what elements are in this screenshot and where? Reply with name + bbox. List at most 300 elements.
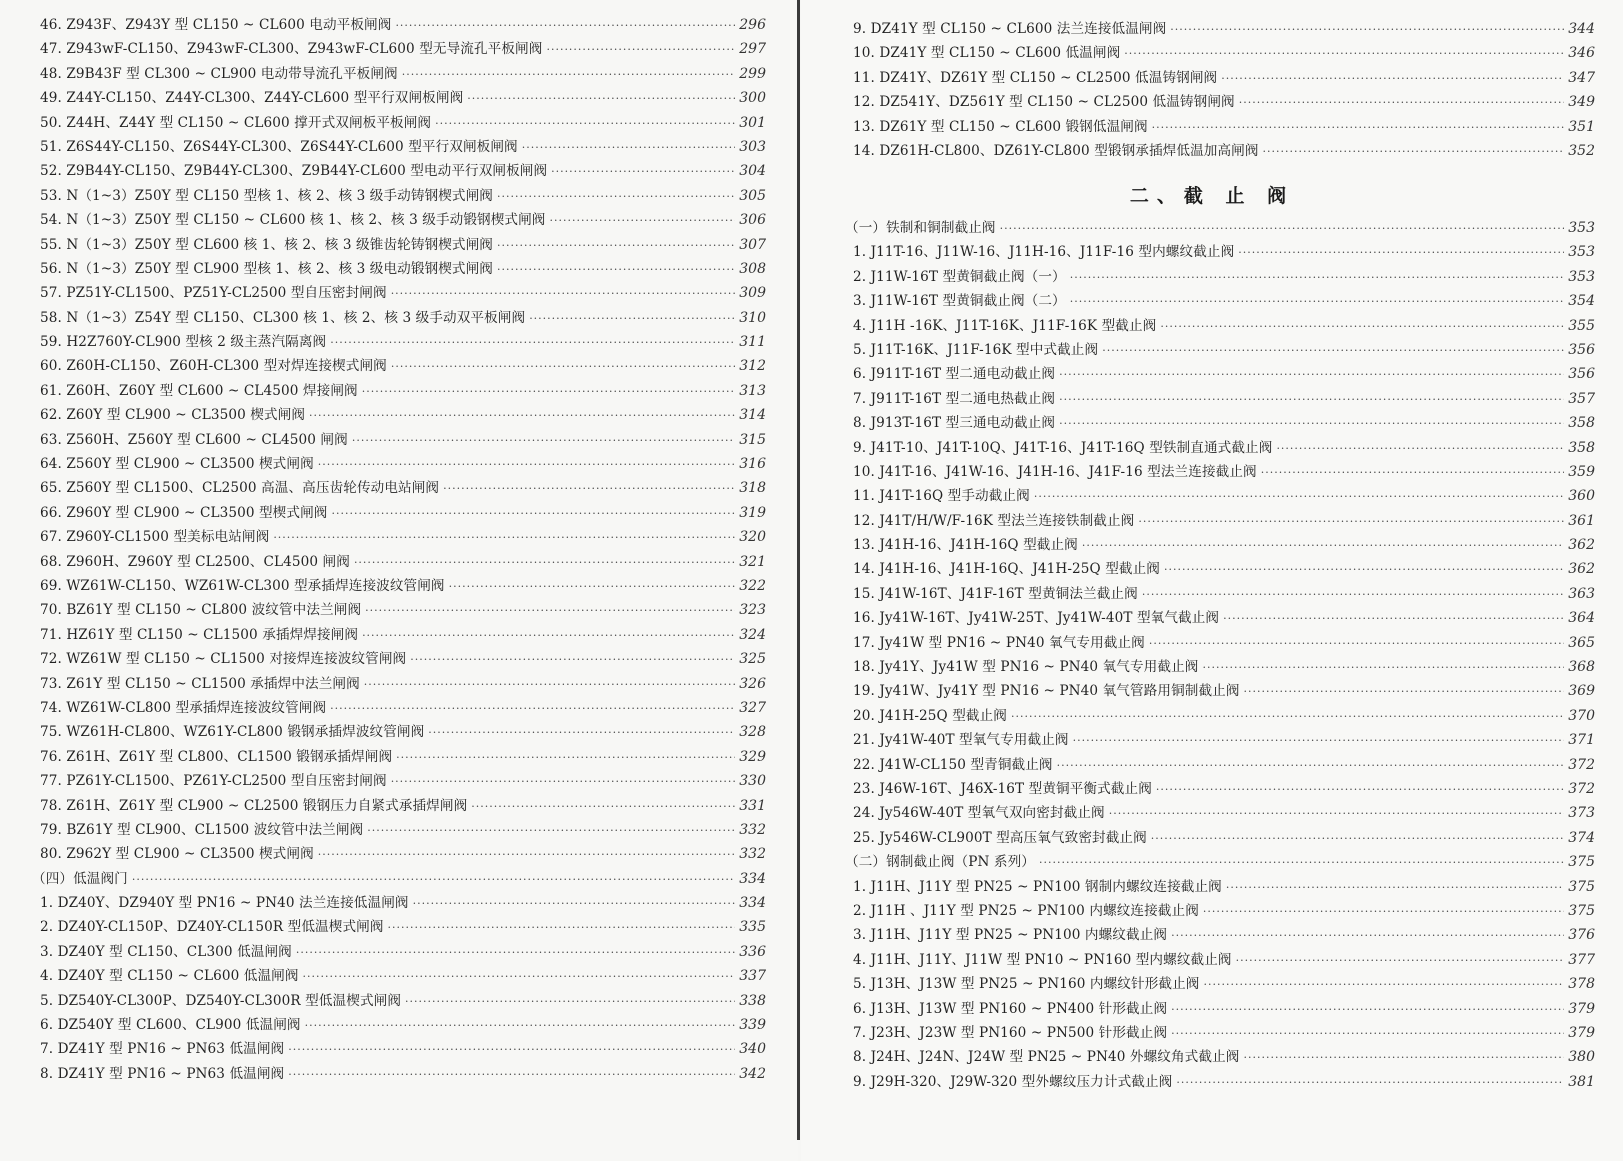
toc-entry-title: 8. J913T-16T 型三通电动截止阀 xyxy=(853,415,1056,432)
dot-leader xyxy=(1170,18,1564,42)
toc-entry[interactable] xyxy=(853,509,1595,533)
toc-entry-title: 47. Z943wF-CL150、Z943wF-CL300、Z943wF-CL600 型无导流孔平板闸阀 xyxy=(40,41,543,58)
toc-entry[interactable] xyxy=(853,1045,1595,1069)
toc-entry[interactable] xyxy=(40,794,766,818)
toc-entry[interactable] xyxy=(853,387,1595,411)
toc-entry-page-number: 373 xyxy=(1568,805,1595,822)
toc-entry[interactable] xyxy=(40,13,766,37)
toc-entry-page-number: 380 xyxy=(1568,1049,1595,1066)
toc-entry-title: 57. PZ51Y-CL1500、PZ51Y-CL2500 型自压密封闸阀 xyxy=(40,285,387,302)
toc-entry-title: 9. J29H-320、J29W-320 型外螺纹压力计式截止阀 xyxy=(853,1073,1173,1090)
toc-entry-page-number: 325 xyxy=(739,651,766,668)
toc-entry[interactable] xyxy=(853,923,1595,947)
toc-entry-title: 66. Z960Y 型 CL900 ~ CL3500 型楔式闸阀 xyxy=(40,504,328,521)
toc-entry-title: 51. Z6S44Y-CL150、Z6S44Y-CL300、Z6S44Y-CL600 型平行双闸板闸阀 xyxy=(40,138,518,155)
toc-entry-title: 8. DZ41Y 型 PN16 ~ PN63 低温闸阀 xyxy=(40,1065,285,1082)
toc-entry-title: 14. DZ61H-CL800、DZ61Y-CL800 型锻钢承插焊低温加高闸阀 xyxy=(853,142,1259,159)
dot-leader xyxy=(1239,91,1564,115)
toc-entry-page-number: 303 xyxy=(739,138,766,155)
dot-leader xyxy=(1000,217,1564,241)
toc-entry[interactable] xyxy=(853,139,1595,163)
toc-entry[interactable] xyxy=(40,964,766,988)
dot-leader xyxy=(1102,339,1564,363)
toc-entry[interactable] xyxy=(853,777,1595,801)
toc-entry-page-number: 300 xyxy=(739,90,766,107)
toc-entry-title: 72. WZ61W 型 CL150 ~ CL1500 对接焊连接波纹管闸阀 xyxy=(40,651,407,668)
toc-entry-page-number: 346 xyxy=(1568,45,1595,62)
toc-entry-title: 3. DZ40Y 型 CL150、CL300 低温闸阀 xyxy=(40,943,292,960)
dot-leader xyxy=(395,14,735,38)
toc-entry-title: 50. Z44H、Z44Y 型 CL150 ~ CL600 撑开式双闸板平板闸阀 xyxy=(40,114,432,131)
toc-entry[interactable] xyxy=(853,728,1595,752)
toc-entry[interactable] xyxy=(853,997,1595,1021)
toc-entry-page-number: 356 xyxy=(1568,366,1595,383)
toc-entry-title: 22. J41W-CL150 型青铜截止阀 xyxy=(853,756,1053,773)
toc-entry-page-number: 375 xyxy=(1568,902,1595,919)
dot-leader xyxy=(443,477,735,501)
dot-leader xyxy=(364,673,735,697)
toc-entry[interactable] xyxy=(40,111,766,135)
toc-entry[interactable] xyxy=(40,135,766,159)
toc-entry-page-number: 305 xyxy=(739,187,766,204)
dot-leader xyxy=(1070,266,1564,290)
dot-leader xyxy=(471,795,735,819)
dot-leader xyxy=(1057,754,1564,778)
dot-leader xyxy=(405,990,735,1014)
toc-entry-page-number: 299 xyxy=(739,65,766,82)
toc-entry-page-number: 358 xyxy=(1568,439,1595,456)
toc-entry-page-number: 310 xyxy=(739,309,766,326)
toc-entry[interactable] xyxy=(853,533,1595,557)
toc-entry-page-number: 358 xyxy=(1568,415,1595,432)
toc-entry-page-number: 372 xyxy=(1568,780,1595,797)
toc-entry-page-number: 315 xyxy=(739,431,766,448)
toc-entry-page-number: 313 xyxy=(739,382,766,399)
toc-entry-page-number: 357 xyxy=(1568,390,1595,407)
toc-entry-page-number: 332 xyxy=(739,846,766,863)
dot-leader xyxy=(330,331,735,355)
toc-entry-page-number: 356 xyxy=(1568,341,1595,358)
toc-list-left xyxy=(32,13,766,1086)
toc-entry-page-number: 337 xyxy=(739,968,766,985)
toc-entry[interactable] xyxy=(853,826,1595,850)
toc-list-right-top xyxy=(853,17,1595,163)
dot-leader xyxy=(1202,656,1564,680)
toc-entry[interactable] xyxy=(40,403,766,427)
toc-entry-title: 58. N（1~3）Z54Y 型 CL150、CL300 核 1、核 2、核 3 级手动双平板闸阀 xyxy=(40,309,526,326)
dot-leader xyxy=(309,404,735,428)
toc-entry-title: 75. WZ61H-CL800、WZ61Y-CL800 锻钢承插焊波纹管闸阀 xyxy=(40,724,425,741)
dot-leader xyxy=(1073,729,1564,753)
toc-entry-page-number: 332 xyxy=(739,821,766,838)
toc-entry-title: 4. DZ40Y 型 CL150 ~ CL600 低温闸阀 xyxy=(40,968,299,985)
toc-entry[interactable] xyxy=(40,842,766,866)
toc-list-right-bottom xyxy=(845,216,1595,1094)
dot-leader xyxy=(362,380,735,404)
toc-entry[interactable] xyxy=(853,17,1595,41)
dot-leader xyxy=(388,916,735,940)
dot-leader xyxy=(1034,485,1564,509)
toc-section-heading[interactable] xyxy=(845,216,1595,240)
toc-entry[interactable] xyxy=(853,801,1595,825)
toc-entry-title: 62. Z60Y 型 CL900 ~ CL3500 楔式闸阀 xyxy=(40,407,306,424)
toc-entry-title: 16. Jy41W-16T、Jy41W-25T、Jy41W-40T 型氧气截止阀 xyxy=(853,610,1220,627)
dot-leader xyxy=(1203,973,1564,997)
toc-entry-page-number: 326 xyxy=(739,675,766,692)
dot-leader xyxy=(413,892,735,916)
dot-leader xyxy=(1142,583,1564,607)
toc-entry[interactable] xyxy=(40,574,766,598)
toc-entry[interactable] xyxy=(40,550,766,574)
toc-entry-page-number: 331 xyxy=(739,797,766,814)
toc-entry-title: 3. J11W-16T 型黄铜截止阀（二） xyxy=(853,293,1066,310)
toc-entry-page-number: 368 xyxy=(1568,659,1595,676)
toc-entry-title: 25. Jy546W-CL900T 型高压氧气致密封截止阀 xyxy=(853,829,1147,846)
toc-entry[interactable] xyxy=(40,525,766,549)
toc-entry[interactable] xyxy=(40,330,766,354)
toc-entry[interactable] xyxy=(40,818,766,842)
toc-entry-title: 2. J11H 、J11Y 型 PN25 ~ PN100 内螺纹连接截止阀 xyxy=(853,902,1199,919)
dot-leader xyxy=(1070,290,1564,314)
toc-entry-page-number: 353 xyxy=(1568,268,1595,285)
toc-entry-title: 4. J11H、J11Y、J11W 型 PN10 ~ PN160 型内螺纹截止阀 xyxy=(853,951,1232,968)
toc-entry[interactable] xyxy=(40,598,766,622)
dot-leader xyxy=(550,209,735,233)
toc-entry-page-number: 309 xyxy=(739,285,766,302)
toc-entry-title: 14. J41H-16、J41H-16Q、J41H-25Q 型截止阀 xyxy=(853,561,1160,578)
toc-entry[interactable] xyxy=(40,647,766,671)
toc-entry-page-number: 321 xyxy=(739,553,766,570)
toc-entry[interactable] xyxy=(40,379,766,403)
toc-entry[interactable] xyxy=(853,115,1595,139)
toc-entry-title: 18. Jy41Y、Jy41W 型 PN16 ~ PN40 氧气专用截止阀 xyxy=(853,659,1199,676)
toc-entry-title: 19. Jy41W、Jy41Y 型 PN16 ~ PN40 氧气管路用铜制截止阀 xyxy=(853,683,1240,700)
dot-leader xyxy=(1011,705,1564,729)
toc-entry[interactable] xyxy=(40,989,766,1013)
toc-entry[interactable] xyxy=(853,289,1595,313)
toc-entry[interactable] xyxy=(853,338,1595,362)
toc-entry[interactable] xyxy=(40,672,766,696)
toc-entry-title: 12. DZ541Y、DZ561Y 型 CL150 ~ CL2500 低温铸钢闸阀 xyxy=(853,94,1235,111)
toc-entry-page-number: 370 xyxy=(1568,707,1595,724)
toc-entry-title: 70. BZ61Y 型 CL150 ~ CL800 波纹管中法兰闸阀 xyxy=(40,602,362,619)
toc-entry-page-number: 334 xyxy=(739,895,766,912)
toc-entry-title: 6. J911T-16T 型二通电动截止阀 xyxy=(853,366,1056,383)
toc-entry-page-number: 369 xyxy=(1568,683,1595,700)
toc-entry-page-number: 335 xyxy=(739,919,766,936)
toc-entry[interactable] xyxy=(40,452,766,476)
toc-entry[interactable] xyxy=(853,240,1595,264)
dot-leader xyxy=(1244,680,1564,704)
dot-leader xyxy=(435,112,735,136)
toc-entry[interactable] xyxy=(40,940,766,964)
toc-entry[interactable] xyxy=(853,265,1595,289)
dot-leader xyxy=(1082,534,1564,558)
toc-entry[interactable] xyxy=(40,233,766,257)
dot-leader xyxy=(1149,632,1564,656)
toc-entry-title: 6. J13H、J13W 型 PN160 ~ PN400 针形截止阀 xyxy=(853,1000,1168,1017)
toc-entry[interactable] xyxy=(40,257,766,281)
toc-entry-title: 48. Z9B43F 型 CL300 ~ CL900 电动带导流孔平板闸阀 xyxy=(40,65,398,82)
toc-entry[interactable] xyxy=(853,704,1595,728)
toc-entry-page-number: 355 xyxy=(1568,317,1595,334)
dot-leader xyxy=(1164,558,1564,582)
toc-entry[interactable] xyxy=(853,66,1595,90)
toc-entry-page-number: 365 xyxy=(1568,634,1595,651)
left-page xyxy=(0,0,798,1161)
dot-leader xyxy=(305,1014,735,1038)
dot-leader xyxy=(428,721,735,745)
toc-entry-page-number: 328 xyxy=(739,724,766,741)
toc-entry[interactable] xyxy=(40,1062,766,1086)
dot-leader xyxy=(1059,412,1564,436)
toc-entry[interactable] xyxy=(40,623,766,647)
dot-leader xyxy=(1226,876,1564,900)
toc-entry[interactable] xyxy=(40,769,766,793)
toc-entry[interactable] xyxy=(853,582,1595,606)
toc-entry[interactable] xyxy=(853,655,1595,679)
toc-entry[interactable] xyxy=(853,1021,1595,1045)
toc-entry-page-number: 316 xyxy=(739,456,766,473)
toc-entry-title: 20. J41H-25Q 型截止阀 xyxy=(853,707,1007,724)
toc-entry-page-number: 347 xyxy=(1568,69,1595,86)
toc-entry-title: 52. Z9B44Y-CL150、Z9B44Y-CL300、Z9B44Y-CL600 型电动平行双闸板闸阀 xyxy=(40,163,548,180)
toc-entry-title: 10. DZ41Y 型 CL150 ~ CL600 低温闸阀 xyxy=(853,45,1121,62)
dot-leader xyxy=(352,429,735,453)
toc-entry-title: 76. Z61H、Z61Y 型 CL800、CL1500 锻钢承插焊闸阀 xyxy=(40,748,393,765)
toc-entry[interactable] xyxy=(853,90,1595,114)
dot-leader xyxy=(551,160,735,184)
dot-leader xyxy=(467,87,735,111)
toc-entry[interactable] xyxy=(853,679,1595,703)
toc-entry[interactable] xyxy=(853,557,1595,581)
toc-entry-page-number: 319 xyxy=(739,504,766,521)
toc-entry-page-number: 311 xyxy=(739,334,766,351)
toc-entry-page-number: 371 xyxy=(1568,732,1595,749)
toc-entry-page-number: 349 xyxy=(1568,94,1595,111)
toc-entry-page-number: 377 xyxy=(1568,951,1595,968)
dot-leader xyxy=(1203,900,1564,924)
toc-entry-title: 13. DZ61Y 型 CL150 ~ CL600 锻钢低温闸阀 xyxy=(853,118,1148,135)
toc-entry-page-number: 324 xyxy=(739,626,766,643)
toc-entry-page-number: 381 xyxy=(1568,1073,1595,1090)
chapter-title: 二、截 止 阀 xyxy=(1129,185,1295,207)
dot-leader xyxy=(354,551,735,575)
toc-entry-page-number: 320 xyxy=(739,529,766,546)
toc-entry-page-number: 353 xyxy=(1568,220,1595,236)
toc-entry[interactable] xyxy=(853,631,1595,655)
dot-leader xyxy=(296,941,735,965)
toc-entry[interactable] xyxy=(40,354,766,378)
toc-entry[interactable] xyxy=(40,745,766,769)
toc-entry[interactable] xyxy=(40,915,766,939)
toc-entry-title: 64. Z560Y 型 CL900 ~ CL3500 楔式闸阀 xyxy=(40,456,314,473)
dot-leader xyxy=(391,770,735,794)
toc-entry[interactable] xyxy=(40,208,766,232)
toc-entry-title: 77. PZ61Y-CL1500、PZ61Y-CL2500 型自压密封闸阀 xyxy=(40,773,387,790)
toc-entry-title: 73. Z61Y 型 CL150 ~ CL1500 承插焊中法兰闸阀 xyxy=(40,675,360,692)
toc-entry-title: 2. J11W-16T 型黄铜截止阀（一） xyxy=(853,268,1066,285)
dot-leader xyxy=(288,1038,735,1062)
toc-entry[interactable] xyxy=(40,720,766,744)
toc-entry-title: 9. J41T-10、J41T-10Q、J41T-16、J41T-16Q 型铁制直通式截止阀 xyxy=(853,439,1273,456)
dot-leader xyxy=(497,185,735,209)
toc-entry-page-number: 379 xyxy=(1568,1024,1595,1041)
dot-leader xyxy=(1263,140,1564,164)
toc-entry[interactable] xyxy=(40,281,766,305)
dot-leader xyxy=(1176,1071,1564,1095)
toc-section-heading[interactable] xyxy=(32,867,766,891)
dot-leader xyxy=(331,502,735,526)
dot-leader xyxy=(1138,510,1564,534)
toc-entry[interactable] xyxy=(853,1070,1595,1094)
toc-entry-title: 6. DZ540Y 型 CL600、CL900 低温闸阀 xyxy=(40,1017,301,1034)
dot-leader xyxy=(1160,315,1564,339)
toc-entry-title: 78. Z61H、Z61Y 型 CL900 ~ CL2500 锻钢压力自紧式承插焊闸阀 xyxy=(40,797,468,814)
dot-leader xyxy=(1171,998,1564,1022)
toc-entry-title: 11. DZ41Y、DZ61Y 型 CL150 ~ CL2500 低温铸钢闸阀 xyxy=(853,69,1218,86)
toc-entry-title: 56. N（1~3）Z50Y 型 CL900 型核 1、核 2、核 3 级电动锻钢楔式闸阀 xyxy=(40,260,493,277)
page-gutter-divider xyxy=(797,0,800,1140)
toc-entry-page-number: 336 xyxy=(739,943,766,960)
toc-entry-title: 71. HZ61Y 型 CL150 ~ CL1500 承插焊焊接闸阀 xyxy=(40,626,359,643)
dot-leader xyxy=(1039,851,1564,875)
toc-entry[interactable] xyxy=(40,1013,766,1037)
toc-entry-title: 1. J11H、J11Y 型 PN25 ~ PN100 钢制内螺纹连接截止阀 xyxy=(853,878,1222,895)
dot-leader xyxy=(318,843,735,867)
toc-entry[interactable] xyxy=(853,753,1595,777)
toc-entry[interactable] xyxy=(40,184,766,208)
toc-entry-title: 1. J11T-16、J11W-16、J11H-16、J11F-16 型内螺纹截止阀 xyxy=(853,244,1235,261)
dot-leader xyxy=(132,868,735,892)
toc-entry-title: 3. J11H、J11Y 型 PN25 ~ PN100 内螺纹截止阀 xyxy=(853,927,1168,944)
dot-leader xyxy=(529,307,735,331)
dot-leader xyxy=(1152,116,1564,140)
toc-entry-title: 12. J41T/H/W/F-16K 型法兰连接铁制截止阀 xyxy=(853,512,1135,529)
toc-section-heading[interactable] xyxy=(845,850,1595,874)
toc-entry-page-number: 329 xyxy=(739,748,766,765)
toc-entry-page-number: 379 xyxy=(1568,1000,1595,1017)
toc-entry-page-number: 338 xyxy=(739,992,766,1009)
toc-entry-page-number: 306 xyxy=(739,212,766,229)
toc-entry[interactable] xyxy=(853,948,1595,972)
toc-entry[interactable] xyxy=(853,875,1595,899)
toc-entry-title: 4. J11H -16K、J11T-16K、J11F-16K 型截止阀 xyxy=(853,317,1157,334)
dot-leader xyxy=(1261,461,1564,485)
toc-entry-page-number: 327 xyxy=(739,699,766,716)
toc-entry-page-number: 334 xyxy=(739,870,766,887)
toc-entry-page-number: 375 xyxy=(1568,878,1595,895)
toc-entry-page-number: 376 xyxy=(1568,927,1595,944)
toc-entry-page-number: 360 xyxy=(1568,488,1595,505)
toc-entry-page-number: 359 xyxy=(1568,463,1595,480)
dot-leader xyxy=(1238,241,1564,265)
toc-entry-title: 67. Z960Y-CL1500 型美标电站闸阀 xyxy=(40,529,270,546)
dot-leader xyxy=(1156,778,1564,802)
dot-leader xyxy=(1109,802,1564,826)
toc-entry-title: 8. J24H、J24N、J24W 型 PN25 ~ PN40 外螺纹角式截止阀 xyxy=(853,1049,1240,1066)
toc-entry[interactable] xyxy=(853,899,1595,923)
dot-leader xyxy=(303,965,735,989)
toc-entry[interactable] xyxy=(40,306,766,330)
toc-entry-title: 55. N（1~3）Z50Y 型 CL600 核 1、核 2、核 3 级锥齿轮铸钢楔式闸阀 xyxy=(40,236,493,253)
dot-leader xyxy=(449,575,735,599)
toc-entry[interactable] xyxy=(853,460,1595,484)
toc-entry-page-number: 374 xyxy=(1568,829,1595,846)
dot-leader xyxy=(1059,363,1564,387)
toc-entry-title: 13. J41H-16、J41H-16Q 型截止阀 xyxy=(853,537,1078,554)
toc-entry-title: 1. DZ40Y、DZ940Y 型 PN16 ~ PN40 法兰连接低温闸阀 xyxy=(40,895,409,912)
dot-leader xyxy=(1223,607,1564,631)
toc-entry-page-number: 363 xyxy=(1568,585,1595,602)
dot-leader xyxy=(396,746,735,770)
dot-leader xyxy=(1171,1022,1564,1046)
dot-leader xyxy=(273,526,735,550)
toc-entry[interactable] xyxy=(853,436,1595,460)
toc-entry[interactable] xyxy=(40,86,766,110)
dot-leader xyxy=(365,599,735,623)
toc-entry-page-number: 361 xyxy=(1568,512,1595,529)
dot-leader xyxy=(1236,949,1564,973)
toc-entry[interactable] xyxy=(40,476,766,500)
toc-entry-title: 15. J41W-16T、J41F-16T 型黄铜法兰截止阀 xyxy=(853,585,1138,602)
right-page xyxy=(801,0,1623,1161)
toc-entry-page-number: 322 xyxy=(739,577,766,594)
toc-entry-page-number: 312 xyxy=(739,358,766,375)
toc-entry-page-number: 339 xyxy=(739,1017,766,1034)
toc-entry-title: 17. Jy41W 型 PN16 ~ PN40 氧气专用截止阀 xyxy=(853,634,1145,651)
toc-entry-title: 23. J46W-16T、J46X-16T 型黄铜平衡式截止阀 xyxy=(853,780,1152,797)
toc-entry[interactable] xyxy=(853,484,1595,508)
dot-leader xyxy=(391,282,735,306)
toc-entry[interactable] xyxy=(853,314,1595,338)
toc-entry[interactable] xyxy=(40,159,766,183)
toc-entry[interactable] xyxy=(853,41,1595,65)
toc-entry-title: 63. Z560H、Z560Y 型 CL600 ~ CL4500 闸阀 xyxy=(40,431,348,448)
toc-entry[interactable] xyxy=(40,696,766,720)
toc-entry-page-number: 318 xyxy=(739,480,766,497)
toc-entry[interactable] xyxy=(853,411,1595,435)
toc-entry[interactable] xyxy=(853,972,1595,996)
toc-entry[interactable] xyxy=(40,501,766,525)
toc-entry-page-number: 304 xyxy=(739,163,766,180)
toc-entry-title: 10. J41T-16、J41W-16、J41H-16、J41F-16 型法兰连接截止阀 xyxy=(853,463,1257,480)
toc-entry-page-number: 342 xyxy=(739,1065,766,1082)
toc-entry-title: 69. WZ61W-CL150、WZ61W-CL300 型承插焊连接波纹管闸阀 xyxy=(40,577,445,594)
toc-entry-title: （一）铁制和铜制截止阀 xyxy=(845,220,996,236)
toc-entry[interactable] xyxy=(40,891,766,915)
toc-entry-title: 79. BZ61Y 型 CL900、CL1500 波纹管中法兰闸阀 xyxy=(40,821,364,838)
toc-entry-title: 59. H2Z760Y-CL900 型核 2 级主蒸汽隔离阀 xyxy=(40,334,327,351)
toc-entry-title: 21. Jy41W-40T 型氧气专用截止阀 xyxy=(853,732,1069,749)
dot-leader xyxy=(288,1063,735,1087)
toc-entry[interactable] xyxy=(40,37,766,61)
toc-entry-title: 68. Z960H、Z960Y 型 CL2500、CL4500 闸阀 xyxy=(40,553,350,570)
dot-leader xyxy=(362,624,735,648)
toc-entry-page-number: 378 xyxy=(1568,976,1595,993)
toc-entry-page-number: 314 xyxy=(739,407,766,424)
toc-entry-title: 9. DZ41Y 型 CL150 ~ CL600 法兰连接低温闸阀 xyxy=(853,21,1167,37)
toc-entry-page-number: 353 xyxy=(1568,244,1595,261)
toc-entry[interactable] xyxy=(853,362,1595,386)
toc-entry-page-number: 344 xyxy=(1568,21,1595,37)
toc-entry[interactable] xyxy=(853,606,1595,630)
dot-leader xyxy=(1124,42,1564,66)
toc-entry[interactable] xyxy=(40,1037,766,1061)
toc-entry[interactable] xyxy=(40,428,766,452)
toc-entry[interactable] xyxy=(40,62,766,86)
dot-leader xyxy=(1243,1046,1564,1070)
